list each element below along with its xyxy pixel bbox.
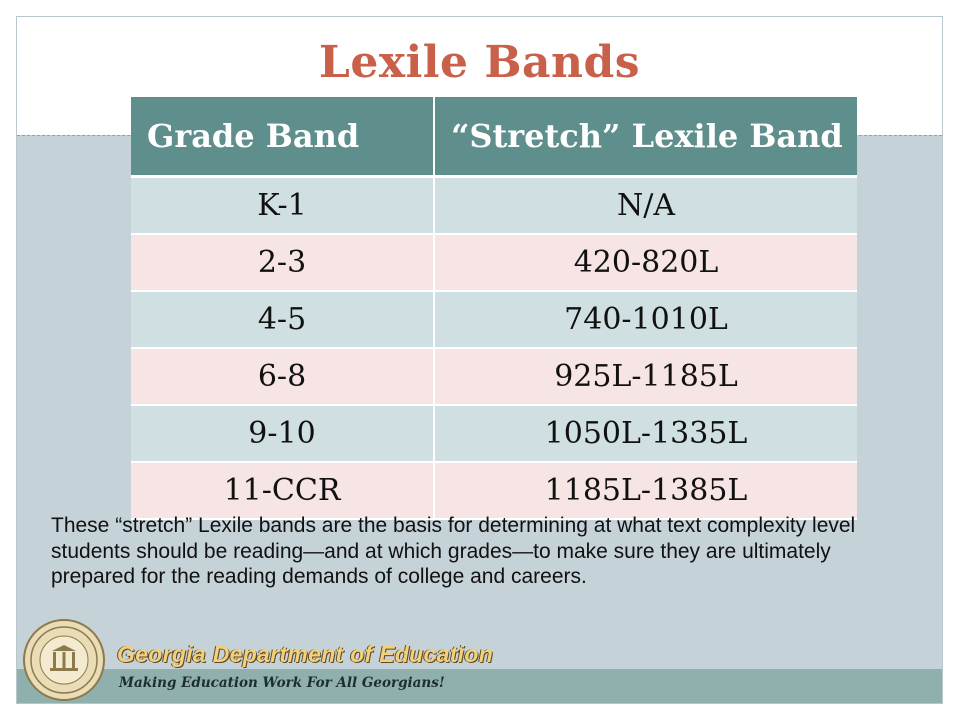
grade-cell: 9-10 xyxy=(131,405,434,462)
grade-cell: K-1 xyxy=(131,177,434,235)
table-row xyxy=(131,462,857,519)
header-grade-band: Grade Band xyxy=(131,97,434,177)
lexile-cell: 740-1010L xyxy=(434,291,857,348)
lexile-cell: 420-820L xyxy=(434,234,857,291)
grade-cell: 2-3 xyxy=(131,234,434,291)
org-name: Georgia Department of Education xyxy=(117,641,494,667)
table-row xyxy=(131,291,857,348)
table-row xyxy=(131,348,857,405)
explanation-text: These “stretch” Lexile bands are the basis for determining at what text complexity level students should be reading—and at which grades—to make sure they are ultimately prepared for the reading demands of college and careers. xyxy=(51,514,856,588)
table-header-row xyxy=(131,97,857,177)
table-row xyxy=(131,405,857,462)
slide xyxy=(16,16,943,704)
lexile-table xyxy=(131,97,857,520)
lexile-cell: 1050L-1335L xyxy=(434,405,857,462)
table-row xyxy=(131,234,857,291)
lexile-cell: N/A xyxy=(434,177,857,235)
org-tagline: Making Education Work For All Georgians! xyxy=(119,675,445,691)
lexile-cell: 1185L-1385L xyxy=(434,462,857,519)
grade-cell: 11-CCR xyxy=(131,462,434,519)
state-seal-icon xyxy=(23,619,105,701)
header-stretch-lexile-band: “Stretch” Lexile Band xyxy=(434,97,857,177)
lexile-cell: 925L-1185L xyxy=(434,348,857,405)
grade-cell: 4-5 xyxy=(131,291,434,348)
slide-title: Lexile Bands xyxy=(318,37,641,88)
table-row xyxy=(131,177,857,235)
grade-cell: 6-8 xyxy=(131,348,434,405)
